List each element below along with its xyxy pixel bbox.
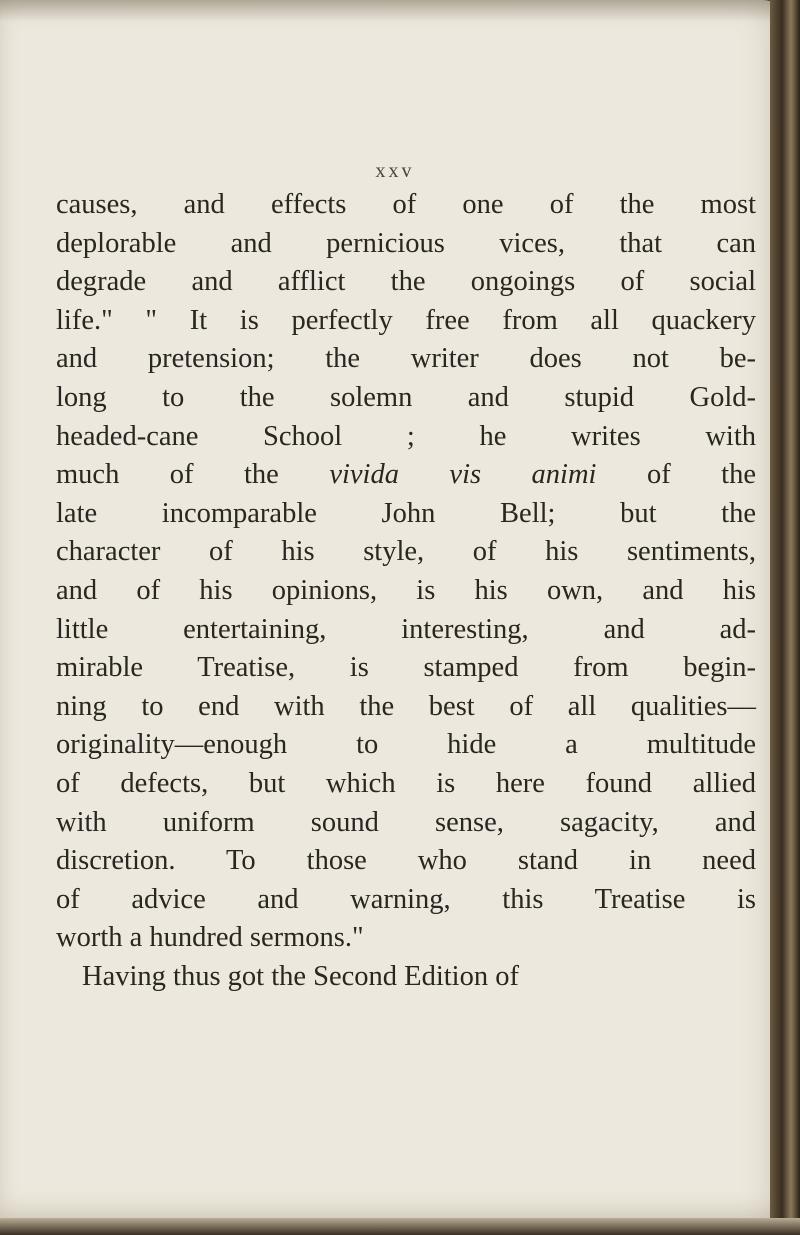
text-line: worth a hundred sermons." [56, 922, 364, 954]
text-line: degrade and afflict the ongoings of social [56, 266, 756, 298]
page-number: xxv [375, 160, 415, 182]
text-line: and pretension; the writer does not be- [56, 343, 756, 375]
text-line: life." " It is perfectly free from all quackery [56, 304, 756, 336]
text-line: character of his style, of his sentiments, [56, 536, 756, 568]
text-line: originality—enough to hide a multitude [56, 729, 756, 761]
text-line: of defects, but which is here found allied [56, 767, 756, 799]
body-text [56, 186, 756, 996]
text-line: much of the vivida vis animi of the [56, 459, 756, 491]
book-spine-edge [770, 0, 800, 1235]
text-line: with uniform sound sense, sagacity, and [56, 806, 756, 838]
text-line: long to the solemn and stupid Gold- [56, 381, 756, 413]
text-line: late incomparable John Bell; but the [56, 497, 756, 529]
text-line: discretion. To those who stand in need [56, 845, 756, 877]
page-top-shadow [0, 0, 790, 22]
text-line: Having thus got the Second Edition of [82, 960, 519, 992]
text-line: causes, and effects of one of the most [56, 189, 756, 220]
text-line: and of his opinions, is his own, and his [56, 574, 756, 606]
text-line: headed-cane School ; he writes with [56, 420, 756, 452]
text-line: little entertaining, interesting, and ad- [56, 613, 756, 645]
text-line: deplorable and pernicious vices, that can [56, 227, 756, 259]
text-line: of advice and warning, this Treatise is [56, 883, 756, 915]
text-line: mirable Treatise, is stamped from begin- [56, 652, 756, 684]
text-line: ning to end with the best of all qualities— [56, 690, 756, 722]
page-bottom-edge [0, 1218, 800, 1235]
latin-phrase: vivida vis animi [329, 459, 597, 491]
